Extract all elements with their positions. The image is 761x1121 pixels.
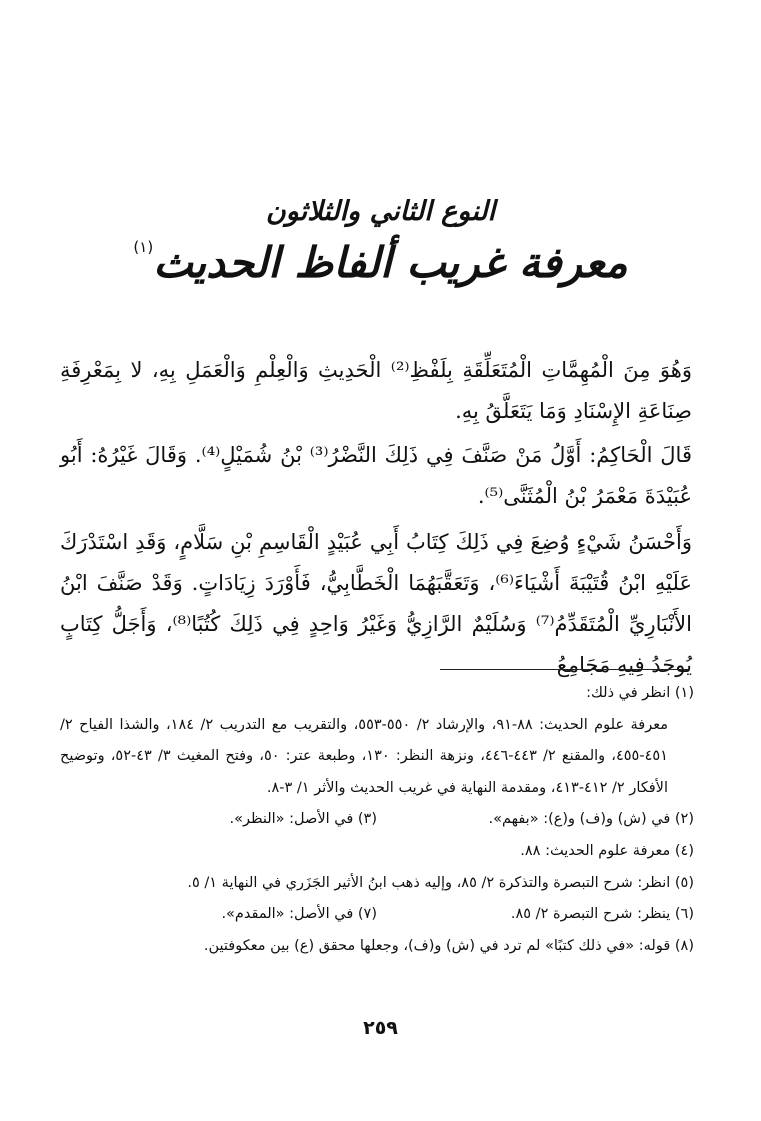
- chapter-title-text: معرفة غريب ألفاظ الحديث: [153, 238, 628, 287]
- footnote-8: (٨) قوله: «في ذلك كتبًا» لم ترد في (ش) و(ف)، وجعلها محقق (ع) بين معكوفتين.: [203, 937, 694, 954]
- paragraph-2: قَالَ الْحَاكِمُ: أَوَّلُ مَنْ صَنَّفَ فِي ذَلِكَ النَّضْرُ⁽³⁾ بْنُ شُمَيْلٍ⁽⁴⁾. وَقَالَ غَيْرُهُ: أَبُو عُبَيْدَةَ مَعْمَرُ بْنُ الْمُثَنَّى⁽⁵⁾.: [60, 443, 692, 508]
- footnote-4: (٤) معرفة علوم الحديث: ٨٨.: [520, 842, 694, 859]
- footnote-divider: [440, 669, 690, 670]
- chapter-subtitle: النوع الثاني والثلاثون: [265, 196, 496, 227]
- paragraph-3: وَأَحْسَنُ شَيْءٍ وُضِعَ فِي ذَلِكَ كِتَابُ أَبِي عُبَيْدٍ الْقَاسِمِ بْنِ سَلَّامٍ، وَقَدِ اسْتَدْرَكَ عَلَيْهِ ابْنُ قُتَيْبَةَ أَشْيَاءَ⁽⁶⁾، وَتَعَقَّبَهُمَا الْخَطَّابِيُّ، فَأَوْرَدَ زِيَادَاتٍ. وَقَدْ صَنَّفَ ابْنُ الأَنْبَارِيِّ الْمُتَقَدِّمُ⁽⁷⁾ وَسُلَيْمٌ الرَّازِيُّ وَغَيْرُ وَاحِدٍ فِي ذَلِكَ كُتُبًا⁽⁸⁾، وَأَجَلُّ كِتَابٍ يُوجَدُ فِيهِ مَجَامِعُ: [60, 530, 692, 677]
- footnote-row-2-3: [60, 804, 694, 836]
- footnotes: [60, 678, 694, 962]
- footnote-row-6-7: [60, 899, 694, 931]
- footnote-3: (٣) في الأصل: «النظر».: [229, 811, 377, 828]
- footnote-7: (٧) في الأصل: «المقدم».: [221, 906, 377, 923]
- footnote-2: (٢) في (ش) و(ف) و(ع): «بفهم».: [488, 811, 694, 828]
- paragraph-1: وَهُوَ مِنَ الْمُهِمَّاتِ الْمُتَعَلِّقَةِ بِلَفْظِ⁽²⁾ الْحَدِيثِ وَالْعِلْمِ وَالْعَمَلِ بِهِ، لا بِمَعْرِفَةِ صِنَاعَةِ الإِسْنَادِ وَمَا يَتَعَلَّقُ بِهِ.: [60, 358, 692, 423]
- footnote-5: (٥) انظر: شرح التبصرة والتذكرة ٢/ ٨٥، وإليه ذهب ابنُ الأثير الجَزَري في النهاية ١/ ٥.: [187, 874, 694, 891]
- footnote-6: (٦) ينظر: شرح التبصرة ٢/ ٨٥.: [510, 906, 694, 923]
- chapter-title: [0, 238, 761, 287]
- footnote-1-heading: (١) انظر في ذلك:: [586, 685, 694, 701]
- page-number: ٢٥٩: [363, 1017, 398, 1039]
- chapter-title-note: (١): [133, 238, 154, 256]
- footnote-1-body: معرفة علوم الحديث: ٨٨-٩١، والإرشاد ٢/ ٥٥٠-٥٥٣، والتقريب مع التدريب ٢/ ١٨٤، والشذا الفياح ٢/ ٤٥١-٤٥٥، والمقنع ٢/ ٤٤٣-٤٤٦، ونزهة النظر: ١٣٠، وطبعة عتر: ٥٠، وفتح المغيث ٣/ ٤٣-٥٢، وتوضيح الأفكار ٢/ ٤١٢-٤١٣، ومقدمة النهاية في غريب الحديث والأثر ١/ ٣-٨.: [60, 716, 669, 796]
